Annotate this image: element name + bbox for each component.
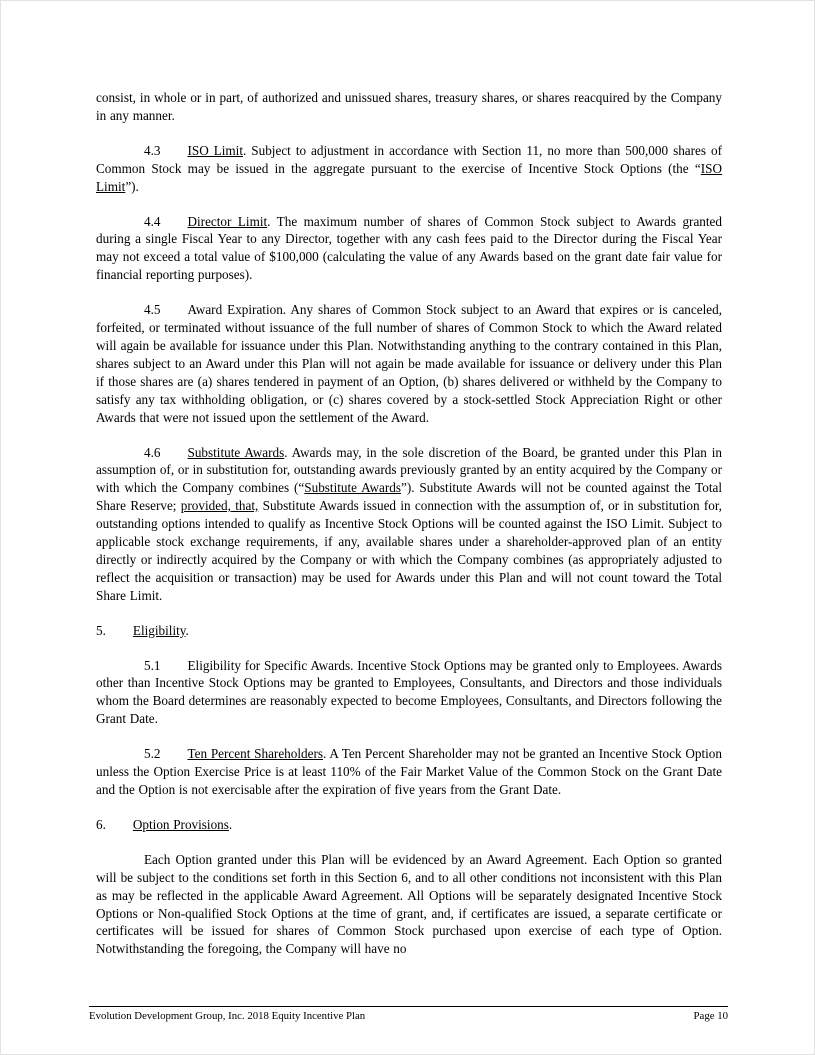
- footer-page-number: Page 10: [693, 1010, 728, 1022]
- text-run: . The maximum number of shares of Common Stock subject to Awards granted during a single Fiscal Year to any Director, together with any cash fees paid to the Director during the Fiscal Year may not exceed a total value of $100,000 (calculating the value of any Awards based on the grant date fair value for financial reporting purposes).: [96, 213, 723, 283]
- text-run: . Awards may, in the sole discretion of the Board, be granted under this Plan in assumption of, or in substitution for, outstanding awards previously granted by an entity acquired by the Company or with which the Company combines (“: [96, 444, 722, 496]
- text-run: .: [185, 622, 189, 638]
- text-run: 5.: [96, 622, 106, 638]
- text-run: Eligibility for Specific Awards. Incentive Stock Options may be granted only to Employees. Awards other than Incentive Stock Options may be granted to Employees, Consultants, and Directors and those individuals whom the Board determines are reasonably expected to become Employees, Consultants, and Directors following the Grant Date.: [96, 657, 722, 727]
- footer-document-title: Evolution Development Group, Inc. 2018 Equity Incentive Plan: [89, 1010, 366, 1022]
- text-run: 4.5: [144, 302, 161, 318]
- text-run: 4.3: [144, 142, 161, 158]
- paragraph: [96, 816, 722, 834]
- paragraph: [96, 213, 722, 285]
- paragraph: [96, 89, 722, 125]
- paragraph: [96, 851, 722, 958]
- document-body: [96, 89, 722, 975]
- text-run: ”). Substitute Awards will not be counted against the Total Share Reserve;: [96, 480, 722, 514]
- underlined-text-run: Option Provisions: [132, 816, 229, 832]
- paragraph: [96, 657, 722, 729]
- text-run: 4.6: [144, 444, 161, 460]
- text-run: . A Ten Percent Shareholder may not be granted an Incentive Stock Option unless the Option Exercise Price is at least 110% of the Fair Market Value of the Common Stock on the Grant Date and the Option is not exercisable after the expiration of five years from the Grant Date.: [96, 746, 722, 797]
- text-run: ”).: [125, 178, 139, 194]
- text-run: .: [228, 816, 233, 832]
- paragraph: [96, 444, 722, 605]
- text-run: Substitute Awards issued in connection with the assumption of, or in substitution for, outstanding options intended to qualify as Incentive Stock Options will be counted against the ISO Limit. Subject to applicable stock exchange requirements, if any, available shares under a shareholder-approved plan of an entity directly or indirectly acquired by the Company or with which the Company combines (as appropriately adjusted to reflect the acquisition or transaction) may be used for Awards under this Plan and will not count toward the Total Share Limit.: [96, 498, 722, 603]
- underlined-text-run: Director Limit: [187, 213, 268, 229]
- underlined-text-run: ISO Limit: [187, 142, 244, 158]
- paragraph: [96, 745, 722, 799]
- underlined-text-run: provided, that,: [180, 498, 259, 514]
- paragraph: [96, 301, 722, 426]
- text-run: . Subject to adjustment in accordance with Section 11, no more than 500,000 shares of Common Stock may be issued in the aggregate pursuant to the exercise of Incentive Stock Options (the “: [96, 142, 722, 176]
- text-run: 4.4: [144, 213, 161, 229]
- page-footer: [89, 1006, 728, 1023]
- underlined-text-run: Substitute Awards: [187, 444, 285, 460]
- underlined-text-run: Eligibility: [132, 622, 186, 638]
- underlined-text-run: Substitute Awards: [304, 480, 401, 496]
- text-run: 5.2: [144, 746, 161, 762]
- underlined-text-run: ISO Limit: [96, 160, 722, 194]
- text-run: consist, in whole or in part, of authorized and unissued shares, treasury shares, or shares reacquired by the Company in any manner.: [96, 90, 722, 123]
- underlined-text-run: Ten Percent Shareholders: [187, 746, 324, 762]
- text-run: Each Option granted under this Plan will be evidenced by an Award Agreement. Each Option so granted will be subject to the conditions set forth in this Section 6, and to all other conditions not inconsistent with this Plan as may be reflected in the applicable Award Agreement. All Options will be separately designated Incentive Stock Options or Non-qualified Stock Options at the time of grant, and, if certificates are issued, a separate certificate or certificates will be issued for shares of Common Stock purchased upon exercise of each type of Option. Notwithstanding the foregoing, the Company will have no: [96, 851, 722, 957]
- text-run: Award Expiration. Any shares of Common Stock subject to an Award that expires or is canceled, forfeited, or terminated without issuance of the full number of shares of Common Stock to which the Award related will again be available for issuance under this Plan. Notwithstanding anything to the contrary contained in this Plan, shares subject to an Award under this Plan will not again be made available for issuance or delivery under this Plan if those shares are (a) shares tendered in payment of an Option, (b) shares delivered or withheld by the Company to satisfy any tax withholding obligation, or (c) shares covered by a stock-settled Stock Appreciation Right or other Awards that were not issued upon the settlement of the Award.: [96, 302, 722, 425]
- text-run: 6.: [96, 816, 106, 832]
- paragraph: [96, 622, 722, 640]
- text-run: 5.1: [144, 657, 161, 673]
- paragraph: [96, 142, 722, 196]
